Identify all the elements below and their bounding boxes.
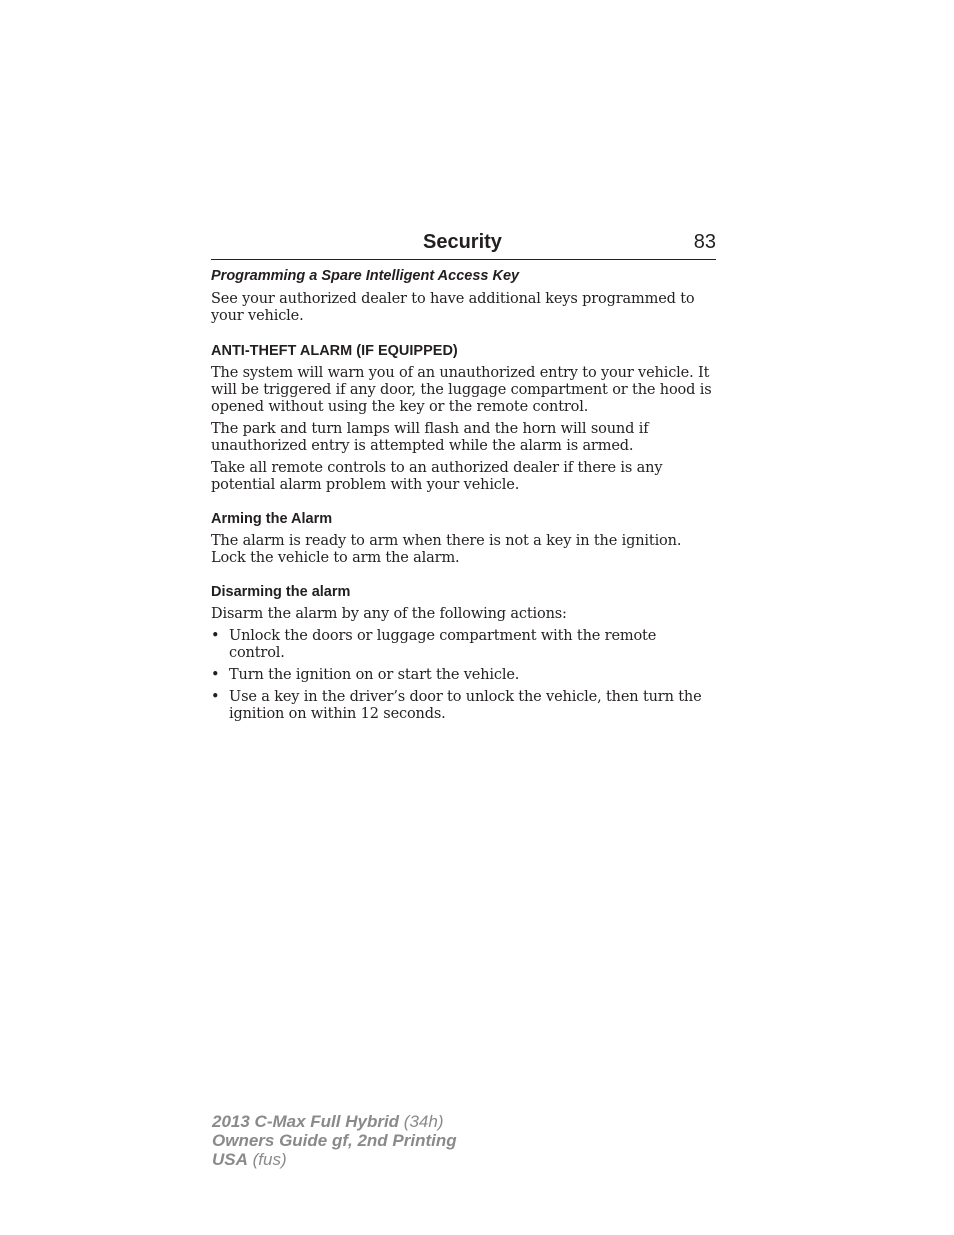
heading-spare-key: Programming a Spare Intelligent Access Key: [211, 268, 520, 284]
heading-disarming: Disarming the alarm: [211, 584, 351, 600]
paragraph: The park and turn lamps will flash and the horn will sound if unauthorized entry is attempted while the alarm is armed.: [211, 421, 649, 454]
bullet-icon: •: [211, 689, 220, 705]
heading-anti-theft: ANTI-THEFT ALARM (IF EQUIPPED): [211, 343, 458, 359]
footer-model-code: (34h): [403, 1112, 444, 1131]
footer-guide: Owners Guide gf, 2nd Printing: [212, 1131, 457, 1150]
list-item: • Unlock the doors or luggage compartment with the remote control.: [211, 628, 657, 661]
page-header: [211, 228, 716, 260]
footer-edition-info: [212, 1112, 457, 1169]
paragraph: See your authorized dealer to have additional keys programmed to your vehicle.: [211, 291, 695, 324]
paragraph: The alarm is ready to arm when there is not a key in the ignition. Lock the vehicle to arm the alarm.: [211, 533, 682, 566]
paragraph: Disarm the alarm by any of the following actions:: [211, 606, 567, 622]
list-item: • Use a key in the driver’s door to unlock the vehicle, then turn the ignition on within 12 seconds.: [211, 689, 702, 722]
bullet-icon: •: [211, 628, 220, 644]
bullet-icon: •: [211, 667, 220, 683]
footer-market: USA: [212, 1150, 248, 1169]
section-title: Security: [423, 231, 502, 253]
page-content: [211, 266, 716, 728]
paragraph: The system will warn you of an unauthorized entry to your vehicle. It will be triggered if any door, the luggage compartment or the hood is opened without using the key or the remote control.: [211, 365, 712, 415]
list-item: • Turn the ignition on or start the vehicle.: [211, 667, 520, 683]
footer-market-code: (fus): [252, 1150, 287, 1169]
footer-model: 2013 C-Max Full Hybrid: [212, 1112, 400, 1131]
heading-arming: Arming the Alarm: [211, 511, 333, 527]
paragraph: Take all remote controls to an authorized dealer if there is any potential alarm problem with your vehicle.: [211, 460, 663, 493]
page-number: 83: [693, 231, 716, 253]
disarm-actions-list: [211, 628, 716, 723]
